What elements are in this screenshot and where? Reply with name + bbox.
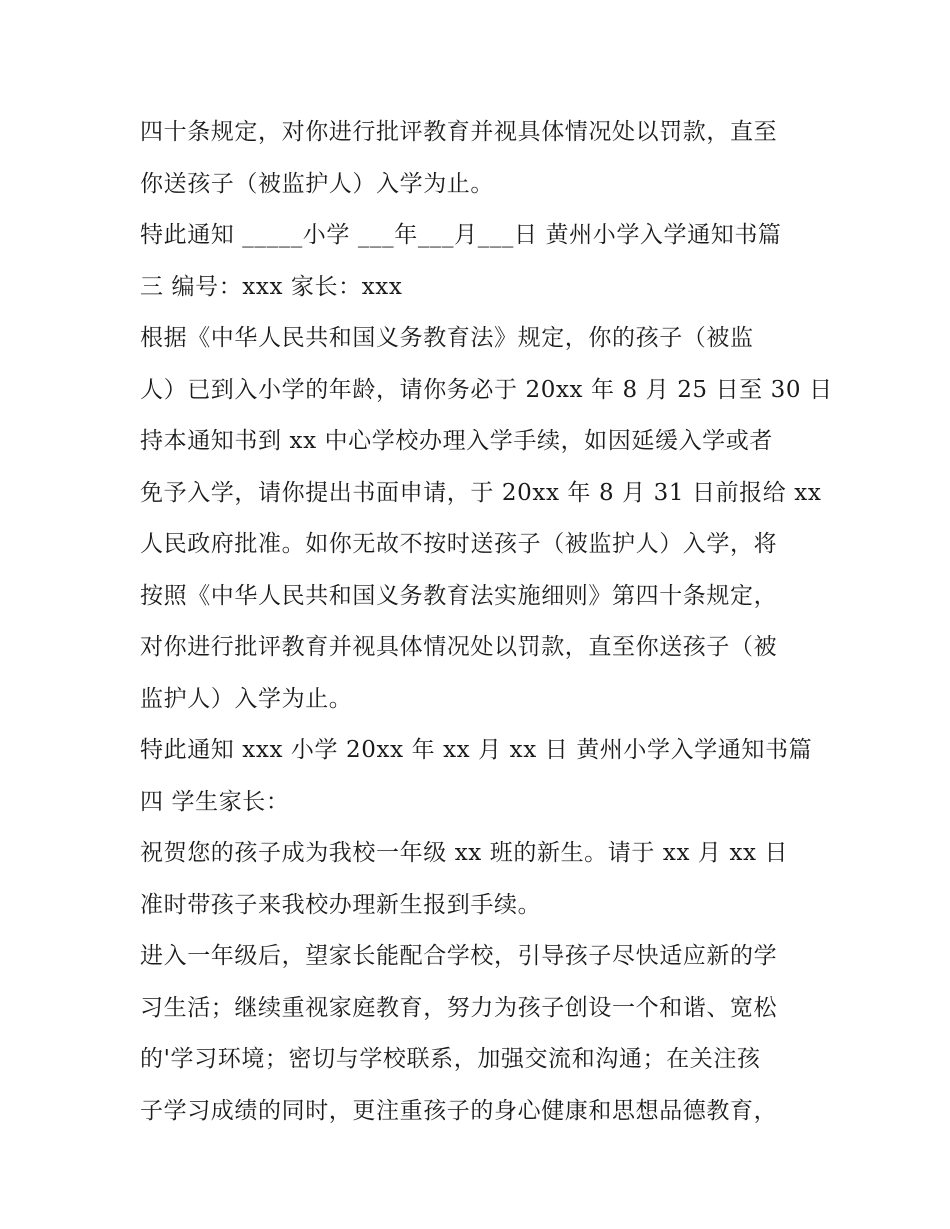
text-line: 四十条规定，对你进行批评教育并视具体情况处以罚款，直至 [140,119,778,145]
text-line: 四 学生家长： [140,788,290,815]
text-line: 三 编号：xxx 家长：xxx [140,273,403,300]
document-body [140,107,833,1137]
text-line: 子学习成绩的同时，更注重孩子的身心健康和思想品德教育， [140,1097,778,1124]
text-line: 人）已到入小学的年龄，请你务必于 20xx 年 8 月 25 日至 30 日 [140,376,833,403]
text-line: 特此通知 _____小学 ___年___月___日 黄州小学入学通知书篇 [140,222,782,248]
text-line: 监护人）入学为止。 [140,685,353,712]
text-line: 持本通知书到 xx 中心学校办理入学手续，如因延缓入学或者 [140,428,773,454]
text-line: 特此通知 xxx 小学 20xx 年 xx 月 xx 日 黄州小学入学通知书篇 [140,737,813,763]
text-line: 根据《中华人民共和国义务教育法》规定，你的孩子（被监 [140,325,754,351]
text-line: 免予入学，请你提出书面申请，于 20xx 年 8 月 31 日前报给 xx [140,479,822,506]
text-line: 的'学习环境；密切与学校联系，加强交流和沟通；在关注孩 [140,1046,761,1072]
text-line: 对你进行批评教育并视具体情况处以罚款，直至你送孩子（被 [140,634,778,660]
text-line: 进入一年级后，望家长能配合学校，引导孩子尽快适应新的学 [140,943,778,969]
text-line: 按照《中华人民共和国义务教育法实施细则》第四十条规定， [140,582,778,609]
text-line: 习生活；继续重视家庭教育，努力为孩子创设一个和谐、宽松 [140,994,778,1021]
text-line: 你送孩子（被监护人）入学为止。 [140,170,494,197]
text-line: 祝贺您的孩子成为我校一年级 xx 班的新生。请于 xx 月 xx 日 [140,840,789,866]
text-line: 准时带孩子来我校办理新生报到手续。 [140,891,542,918]
text-line: 人民政府批准。如你无故不按时送孩子（被监护人）入学，将 [140,531,778,557]
